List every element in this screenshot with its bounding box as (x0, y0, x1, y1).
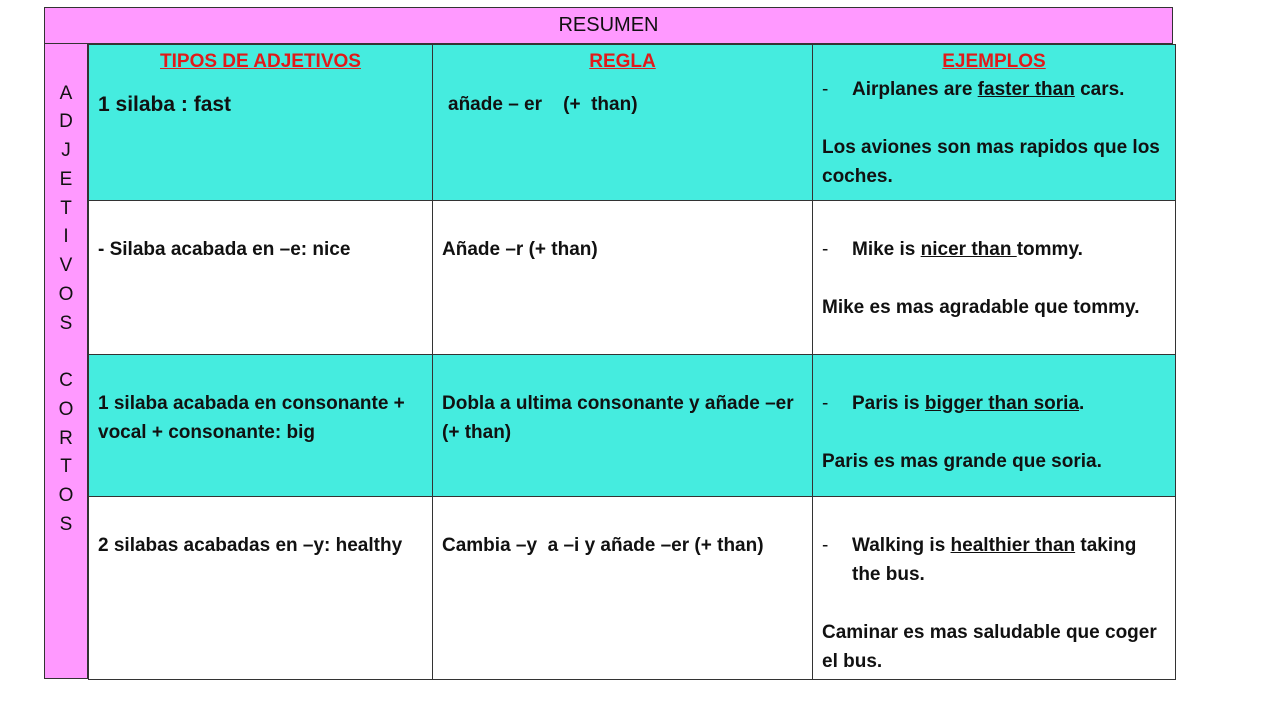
example-comparative: nicer than (920, 239, 1017, 260)
example-text: Mike is (852, 239, 921, 260)
side-letter: A (59, 83, 73, 104)
header-tipos-de-adjetivos: TIPOS DE ADJETIVOS (160, 51, 361, 72)
header-regla: REGLA (589, 51, 656, 72)
side-letter: S (59, 313, 73, 334)
bullet-dash: - (822, 239, 829, 260)
example-cell (813, 497, 1176, 680)
side-letter: O (58, 485, 74, 506)
example-sentence (813, 531, 1175, 589)
side-letter: S (59, 514, 73, 535)
type-cell (89, 497, 433, 680)
rule-cell (433, 45, 813, 201)
rule-text: añade – er (+ than) (448, 94, 638, 115)
table-row (89, 201, 1176, 355)
side-letter: E (59, 169, 73, 190)
example-cell (813, 45, 1176, 201)
side-letter: V (59, 255, 73, 276)
type-text: 1 silaba acabada en consonante + vocal + consonante: big (98, 393, 405, 443)
side-letter: R (59, 428, 73, 449)
type-cell (89, 45, 433, 201)
example-translation: Mike es mas agradable que tommy. (822, 297, 1140, 318)
example-comparative: faster than (977, 79, 1075, 100)
table-row (89, 497, 1176, 680)
side-letter: T (60, 198, 72, 219)
example-translation: Caminar es mas saludable que coger el bus. (822, 622, 1157, 672)
example-text: taking the bus. (852, 535, 1137, 585)
example-sentence (813, 235, 1175, 264)
type-cell (89, 201, 433, 355)
rule-cell (433, 355, 813, 497)
bullet-dash: - (822, 393, 829, 414)
rule-text: Añade –r (+ than) (442, 239, 598, 260)
table-row (89, 355, 1176, 497)
example-text: tommy. (1016, 239, 1083, 260)
summary-title: RESUMEN (44, 7, 1173, 44)
example-cell (813, 201, 1176, 355)
table-row (89, 45, 1176, 201)
bullet-dash: - (822, 535, 829, 556)
type-text: - Silaba acabada en –e: nice (98, 239, 351, 260)
example-text: Paris is (852, 393, 925, 414)
example-text: Airplanes are (852, 79, 978, 100)
side-letter: O (58, 284, 74, 305)
example-text: Walking is (852, 535, 951, 556)
example-comparative: bigger than soria (924, 393, 1080, 414)
example-text: cars. (1074, 79, 1125, 100)
example-sentence (813, 75, 1175, 104)
example-cell (813, 355, 1176, 497)
example-comparative: healthier than (950, 535, 1076, 556)
example-text: . (1079, 393, 1085, 414)
type-cell (89, 355, 433, 497)
side-letter: C (59, 370, 73, 391)
type-text: 1 silaba : fast (98, 93, 232, 116)
rule-cell (433, 201, 813, 355)
example-sentence (813, 389, 1175, 418)
bullet-dash: - (822, 79, 829, 100)
side-letter: J (61, 140, 71, 161)
rule-cell (433, 497, 813, 680)
comparatives-table (88, 44, 1176, 680)
rule-text: Dobla a ultima consonante y añade –er (+ than) (442, 393, 794, 443)
side-letter: I (63, 226, 69, 247)
example-translation: Los aviones son mas rapidos que los coches. (822, 137, 1160, 187)
type-text: 2 silabas acabadas en –y: healthy (98, 535, 403, 556)
side-letter: D (59, 111, 73, 132)
rule-text: Cambia –y a –i y añade –er (+ than) (442, 535, 764, 556)
side-letter: O (58, 399, 74, 420)
side-label-adjetivos-cortos (44, 44, 88, 679)
example-translation: Paris es mas grande que soria. (822, 451, 1102, 472)
side-letter: T (60, 456, 72, 477)
header-ejemplos: EJEMPLOS (942, 51, 1046, 72)
